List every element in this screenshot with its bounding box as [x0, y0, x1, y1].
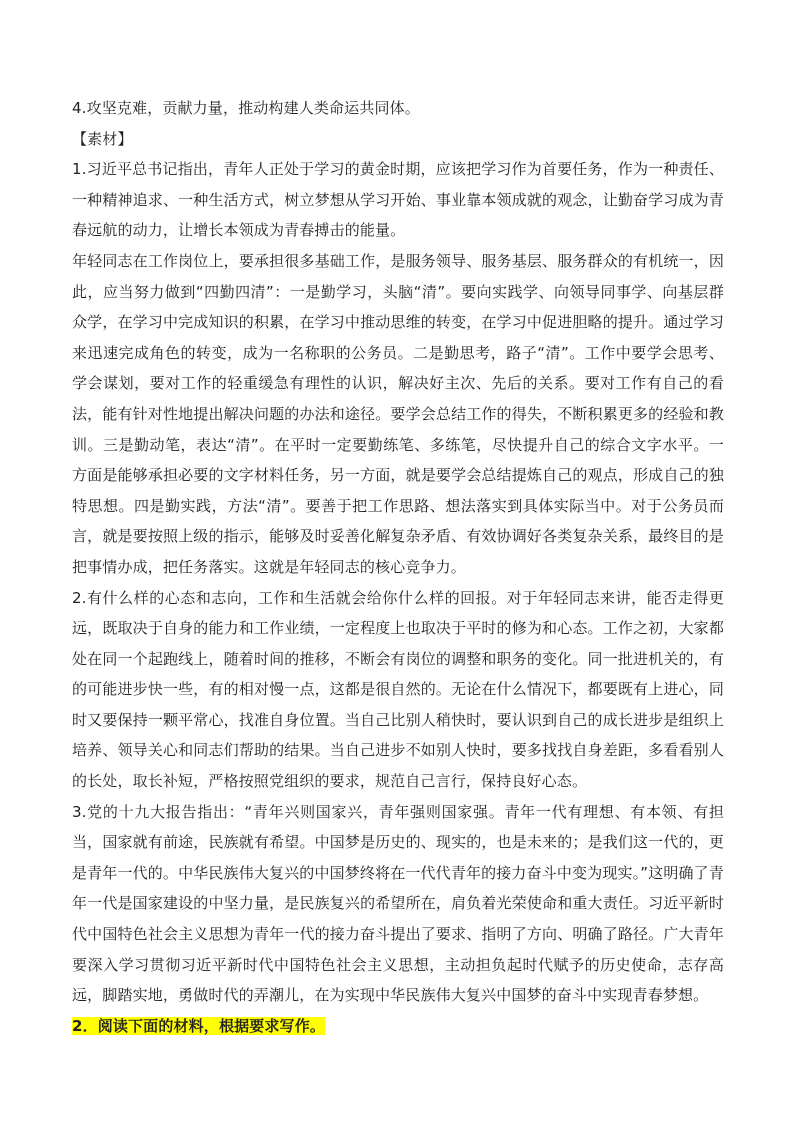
paragraph-2: 年轻同志在工作岗位上，要承担很多基础工作，是服务领导、服务基层、服务群众的有机统一，因此，应当努力做到“四勤四清”：一是勤学习，头脑“清”。要向实践学、向领导同事学、向基层群众学，在学习中完成知识的积累，在学习中推动思维的转变，在学习中促进胆略的提升。通过学习来迅速完成角色的转变，成为一名称职的公务员。二是勤思考，路子“清”。工作中要学会思考、学会谋划，要对工作的轻重缓急有理性的认识，解决好主次、先后的关系。要对工作有自己的看法，能有针对性地提出解决问题的办法和途径。要学会总结工作的得失，不断积累更多的经验和教训。三是勤动笔，表达“清”。在平时一定要勤练笔、多练笔，尽快提升自己的综合文字水平。一方面是能够承担必要的文字材料任务，另一方面，就是要学会总结提炼自己的观点，形成自己的独特思想。四是勤实践，方法“清”。要善于把工作思路、想法落实到具体实际当中。对于公务员而言，就是要按照上级的指示，能够及时妥善化解复杂矛盾、有效协调好各类复杂关系，最终目的是把事情办成，把任务落实。这就是年轻同志的核心竞争力。: [72, 251, 724, 576]
paragraph-4: 3.党的十九大报告指出：“青年兴则国家兴，青年强则国家强。青年一代有理想、有本领、有担当，国家就有前途，民族就有希望。中国梦是历史的、现实的，也是未来的；是我们这一代的，更是青年一代的。中华民族伟大复兴的中国梦终将在一代代青年的接力奋斗中变为现实。”这明确了青年一代是国家建设的中坚力量，是民族复兴的希望所在，肩负着光荣使命和重大责任。习近平新时代中国特色社会主义思想为青年一代的接力奋斗提出了要求、指明了方向、明确了路径。广大青年要深入学习贯彻习近平新时代中国特色社会主义思想，主动担负起时代赋予的历史使命，志存高远，脚踏实地，勇做时代的弄潮儿，在为实现中华民族伟大复兴中国梦的奋斗中实现青春梦想。: [72, 802, 724, 1005]
section-label: 【素材】: [72, 129, 133, 148]
document-body: [72, 93, 724, 1041]
next-question-highlight: 2．阅读下面的材料，根据要求写作。: [72, 1016, 325, 1035]
heading-line: 4.攻坚克难，贡献力量，推动构建人类命运共同体。: [72, 99, 420, 117]
paragraph-3: 2.有什么样的心态和志向，工作和生活就会给你什么样的回报。对于年轻同志来讲，能否走得更远，既取决于自身的能力和工作业绩，一定程度上也取决于平时的修为和心态。工作之初，大家都处在同一个起跑线上，随着时间的推移，不断会有岗位的调整和职务的变化。同一批进机关的，有的可能进步快一些，有的相对慢一点，这都是很自然的。无论在什么情况下，都要既有上进心，同时又要保持一颗平常心，找准自身位置。当自己比别人稍快时，要认识到自己的成长进步是组织上培养、领导关心和同志们帮助的结果。当自己进步不如别人快时，要多找找自身差距，多看看别人的长处，取长补短，严格按照党组织的要求，规范自己言行，保持良好心态。: [72, 588, 724, 791]
paragraph-1: 1.习近平总书记指出，青年人正处于学习的黄金时期，应该把学习作为首要任务，作为一种责任、一种精神追求、一种生活方式，树立梦想从学习开始、事业靠本领成就的观念，让勤奋学习成为青春远航的动力，让增长本领成为青春搏击的能量。: [72, 160, 724, 240]
next-question-line: [72, 1011, 724, 1042]
